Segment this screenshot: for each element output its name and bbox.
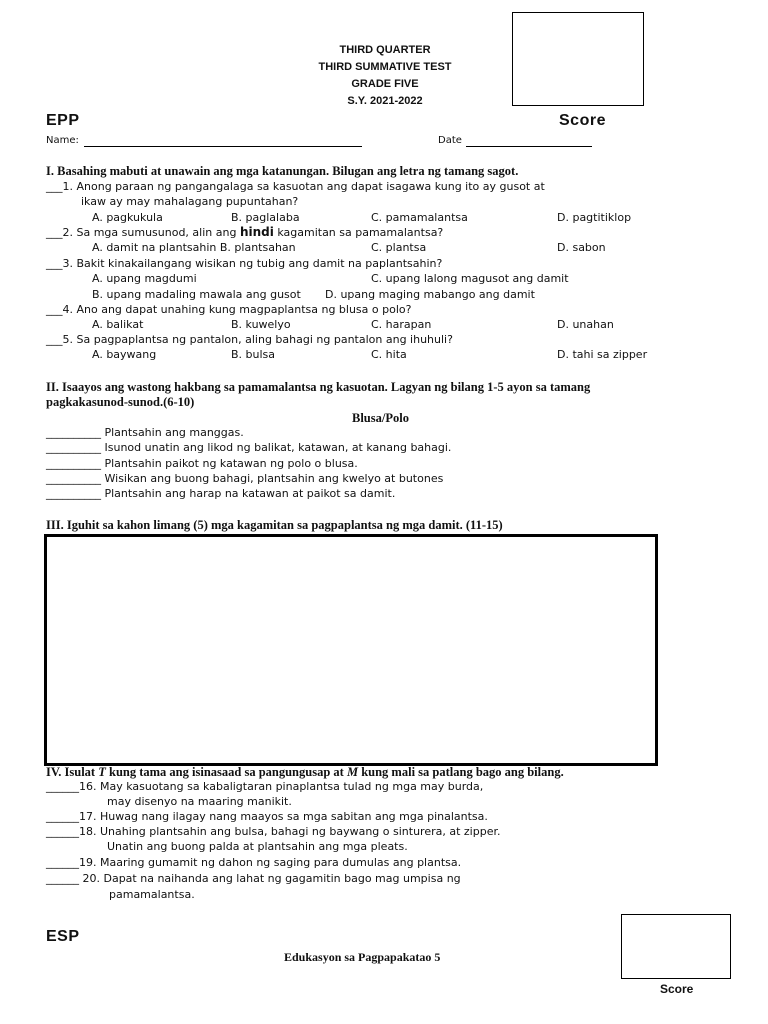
header-quarter: THIRD QUARTER <box>339 44 431 56</box>
score-label-bottom: Score <box>660 982 694 996</box>
part2-item[interactable]: __________ Wisikan ang buong bahagi, plantsahin ang kwelyo at butones <box>46 472 444 485</box>
q2-option-d[interactable]: D. sabon <box>557 241 606 254</box>
q2-option-ab[interactable]: A. damit na plantsahin B. plantsahan <box>92 241 296 254</box>
score-box-bottom <box>621 914 731 979</box>
q1-text: ___1. Anong paraan ng pangangalaga sa kasuotan ang dapat isagawa kung ito ay gusot at <box>46 180 545 193</box>
q1-text-cont: ikaw ay may mahalagang pupuntahan? <box>81 195 299 208</box>
header-test: THIRD SUMMATIVE TEST <box>318 61 452 73</box>
part2-item[interactable]: __________ Plantsahin ang harap na katawan at paikot sa damit. <box>46 487 396 500</box>
subject-epp: EPP <box>46 112 80 129</box>
q1-option-b[interactable]: B. paglalaba <box>231 211 300 224</box>
q3-option-c[interactable]: C. upang lalong magusot ang damit <box>371 272 569 285</box>
q2-option-c[interactable]: C. plantsa <box>371 241 427 254</box>
q3-option-a[interactable]: A. upang magdumi <box>92 272 197 285</box>
item-19[interactable]: ______19. Maaring gumamit ng dahon ng saging para dumulas ang plantsa. <box>46 856 462 869</box>
q3-text: ___3. Bakit kinakailangang wisikan ng tubig ang damit na paplantsahin? <box>46 257 443 270</box>
q2-text: ___2. Sa mga sumusunod, alin ang hindi kagamitan sa pamamalantsa? <box>46 225 444 239</box>
score-box-top <box>512 12 644 106</box>
item-20[interactable]: ______ 20. Dapat na naihanda ang lahat ng gagamitin bago mag umpisa ng <box>46 872 461 885</box>
item-17[interactable]: ______17. Huwag nang ilagay nang maayos sa mga sabitan ang mga pinalantsa. <box>46 810 488 823</box>
part1-title: I. Basahing mabuti at unawain ang mga katanungan. Bilugan ang letra ng tamang sagot. <box>46 164 519 178</box>
q1-option-d[interactable]: D. pagtitiklop <box>557 211 632 224</box>
true-mark: T <box>98 765 106 779</box>
q1-option-c[interactable]: C. pamamalantsa <box>371 211 468 224</box>
q3-option-d[interactable]: D. upang maging mabango ang damit <box>325 288 535 301</box>
q2-emphasis: hindi <box>239 225 274 239</box>
q4-text: ___4. Ano ang dapat unahing kung magpaplantsa ng blusa o polo? <box>46 303 412 316</box>
q5-option-c[interactable]: C. hita <box>371 348 407 361</box>
q4-option-b[interactable]: B. kuwelyo <box>231 318 291 331</box>
name-label: Name: <box>46 135 79 146</box>
item-20-cont: pamamalantsa. <box>109 888 195 901</box>
item-16-cont: may disenyo na maaring manikit. <box>107 795 292 808</box>
name-field[interactable] <box>84 146 362 147</box>
item-18[interactable]: ______18. Unahing plantsahin ang bulsa, bahagi ng baywang o sinturera, at zipper. <box>46 825 501 838</box>
header-school-year: S.Y. 2021-2022 <box>347 95 423 107</box>
subject-esp: ESP <box>46 928 80 945</box>
q4-option-a[interactable]: A. balikat <box>92 318 144 331</box>
part3-title: III. Iguhit sa kahon limang (5) mga kagamitan sa pagpaplantsa ng mga damit. (11-15) <box>46 518 503 532</box>
q4-option-d[interactable]: D. unahan <box>557 318 614 331</box>
part2-subtitle: Blusa/Polo <box>352 411 409 425</box>
subject-esp-full: Edukasyon sa Pagpapakatao 5 <box>284 950 441 964</box>
q5-text: ___5. Sa pagpaplantsa ng pantalon, aling bahagi ng pantalon ang ihuhuli? <box>46 333 453 346</box>
date-field[interactable] <box>466 146 592 147</box>
score-label-top: Score <box>559 112 606 129</box>
q1-option-a[interactable]: A. pagkukula <box>92 211 163 224</box>
q4-option-c[interactable]: C. harapan <box>371 318 432 331</box>
q5-option-d[interactable]: D. tahi sa zipper <box>557 348 648 361</box>
part4-title: IV. Isulat T kung tama ang isinasaad sa pangungusap at M kung mali sa patlang bago ang bilang. <box>46 765 564 779</box>
date-label: Date <box>438 135 462 146</box>
header-grade: GRADE FIVE <box>351 78 419 90</box>
part2-item[interactable]: __________ Plantsahin ang manggas. <box>46 426 244 439</box>
q5-option-b[interactable]: B. bulsa <box>231 348 276 361</box>
part2-item[interactable]: __________ Plantsahin paikot ng katawan ng polo o blusa. <box>46 457 358 470</box>
drawing-box[interactable] <box>44 534 658 766</box>
item-18-cont: Unatin ang buong palda at plantsahin ang mga pleats. <box>107 840 408 853</box>
part2-title-cont: pagkakasunod-sunod.(6-10) <box>46 395 195 409</box>
part2-item[interactable]: __________ Isunod unatin ang likod ng balikat, katawan, at kanang bahagi. <box>46 441 452 454</box>
false-mark: M <box>346 765 359 779</box>
q3-option-b[interactable]: B. upang madaling mawala ang gusot <box>92 288 301 301</box>
item-16[interactable]: ______16. May kasuotang sa kabaligtaran pinaplantsa tulad ng mga may burda, <box>46 780 484 793</box>
part2-title: II. Isaayos ang wastong hakbang sa pamamalantsa ng kasuotan. Lagyan ng bilang 1-5 ayon sa tamang <box>46 380 591 394</box>
q5-option-a[interactable]: A. baywang <box>92 348 157 361</box>
